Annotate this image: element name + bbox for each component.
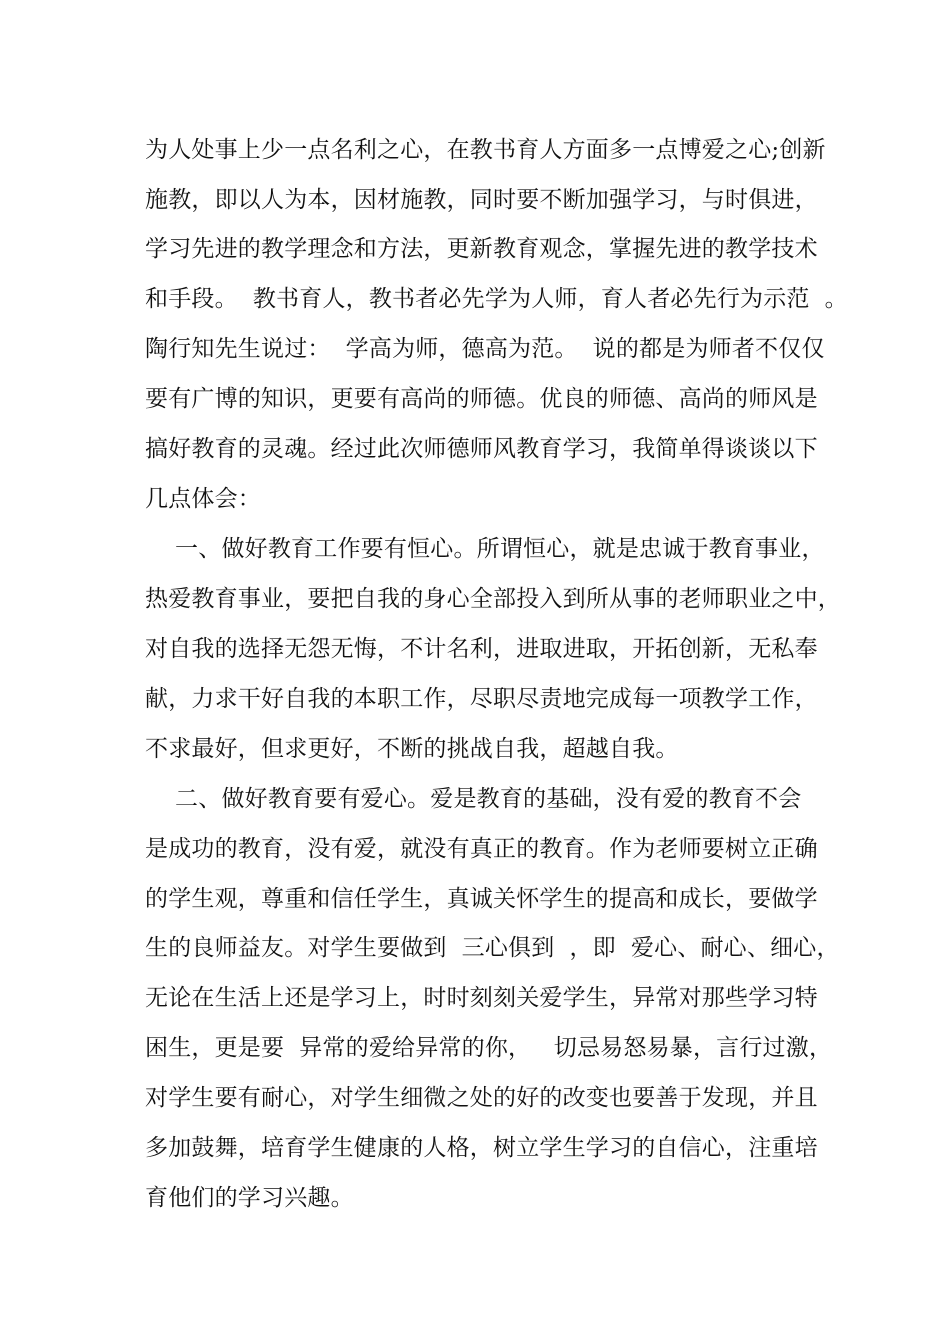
- text-line: 几点体会：: [145, 486, 261, 512]
- text-line: 对自我的选择无怨无悔，不计名利，进取进取，开拓创新，无私奉: [145, 636, 818, 662]
- text-line: 不求最好，但求更好，不断的挑战自我，超越自我。: [145, 736, 679, 762]
- text-line: 热爱教育事业，要把自我的身心全部投入到所从事的老师职业之中，: [145, 586, 841, 612]
- paragraph-one-start: 一、做好教育工作要有恒心。所谓恒心，就是忠诚于教育事业，: [145, 536, 825, 562]
- text-line: 为人处事上少一点名利之心，在教书育人方面多一点博爱之心;创新: [145, 137, 826, 163]
- text-line: 无论在生活上还是学习上，时时刻刻关爱学生，异常对那些学习特: [145, 985, 818, 1011]
- text-line: 是成功的教育，没有爱，就没有真正的教育。作为老师要树立正确: [145, 836, 818, 862]
- text-line: 搞好教育的灵魂。经过此次师德师风教育学习，我简单得谈谈以下: [145, 436, 818, 462]
- text-line: 育他们的学习兴趣。: [145, 1185, 354, 1211]
- text-line: 学习先进的教学理念和方法，更新教育观念，掌握先进的教学技术: [145, 236, 818, 262]
- text-line: 陶行知先生说过： 学高为师，德高为范。 说的都是为师者不仅仅: [145, 336, 825, 362]
- text-line: 和手段。 教书育人，教书者必先学为人师，育人者必先行为示范 。: [145, 286, 848, 312]
- text-line: 多加鼓舞，培育学生健康的人格，树立学生学习的自信心，注重培: [145, 1135, 818, 1161]
- text-line: 施教，即以人为本，因材施教，同时要不断加强学习，与时俱进，: [145, 187, 818, 213]
- text-line: 献，力求干好自我的本职工作，尽职尽责地完成每一项教学工作，: [145, 686, 818, 712]
- paragraph-two-start: 二、做好教育要有爱心。爱是教育的基础，没有爱的教育不会: [145, 786, 802, 812]
- text-line: 要有广博的知识，更要有高尚的师德。优良的师德、高尚的师风是: [145, 386, 818, 412]
- text-line: 生的良师益友。对学生要做到 三心俱到 ，即 爱心、耐心、细心，: [145, 935, 840, 961]
- text-line: 的学生观，尊重和信任学生，真诚关怀学生的提高和成长，要做学: [145, 886, 818, 912]
- text-line: 对学生要有耐心，对学生细微之处的好的改变也要善于发现，并且: [145, 1085, 818, 1111]
- text-line: 困生，更是要 异常的爱给异常的你， 切忌易怒易暴，言行过激，: [145, 1035, 833, 1061]
